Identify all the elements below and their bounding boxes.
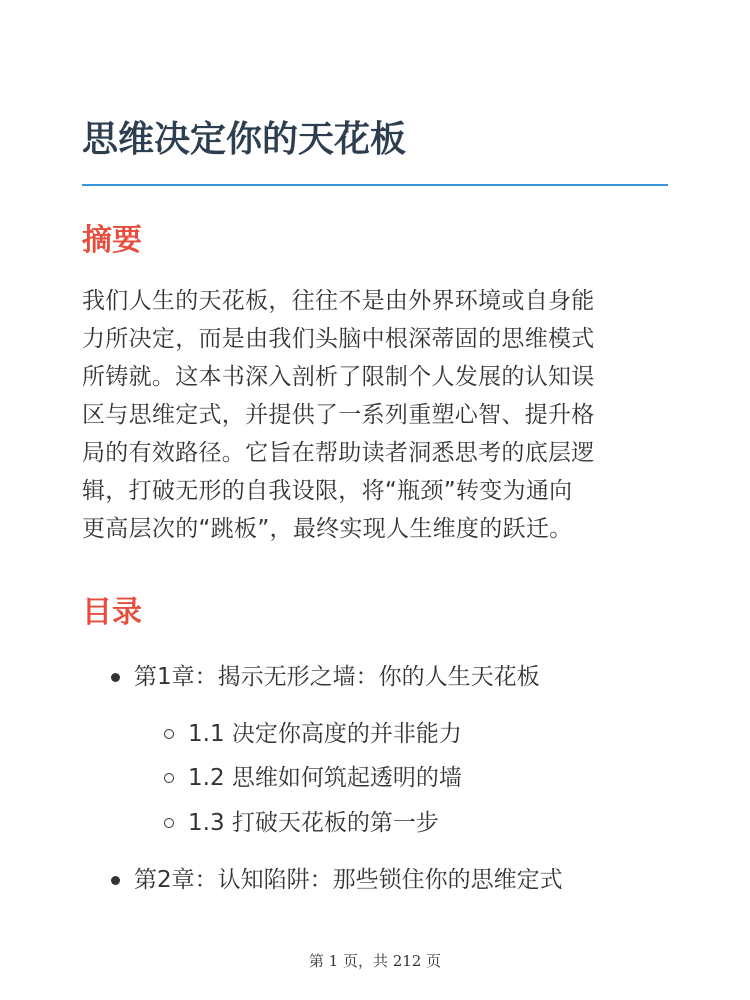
toc-heading: 目录 (82, 595, 142, 630)
abstract-heading: 摘要 (82, 223, 142, 258)
circle-bullet-icon (164, 729, 174, 739)
toc-chapter-label: 第2章：认知陷阱：那些锁住你的思维定式 (134, 867, 563, 893)
circle-bullet-icon (164, 818, 174, 828)
bullet-icon (111, 673, 120, 682)
title-divider (82, 184, 668, 186)
document-title: 思维决定你的天花板 (82, 119, 407, 160)
circle-bullet-icon (164, 773, 174, 783)
toc-section-label: 1.2 思维如何筑起透明的墙 (188, 765, 462, 791)
bullet-icon (111, 876, 120, 885)
toc-section-label: 1.1 决定你高度的并非能力 (188, 721, 462, 747)
abstract-text: 我们人生的天花板，往往不是由外界环境或自身能 力所决定，而是由我们头脑中根深蒂固的思维模式 所铸就。这本书深入剖析了限制个人发展的认知误 区与思维定式，并提供了一系列重塑心智、提升格 局的有效路径。它旨在帮助读者洞悉思考的底层逻 辑，打破无形的自我设限，将“瓶颈”转变为通向 更高层次的“跳板”，最终实现人生维度的跃迁。 (82, 288, 595, 542)
toc-chapter-label: 第1章：揭示无形之墙：你的人生天花板 (134, 664, 540, 690)
toc-section-label: 1.3 打破天花板的第一步 (188, 810, 439, 836)
page-number-footer: 第 1 页，共 212 页 (308, 952, 442, 970)
